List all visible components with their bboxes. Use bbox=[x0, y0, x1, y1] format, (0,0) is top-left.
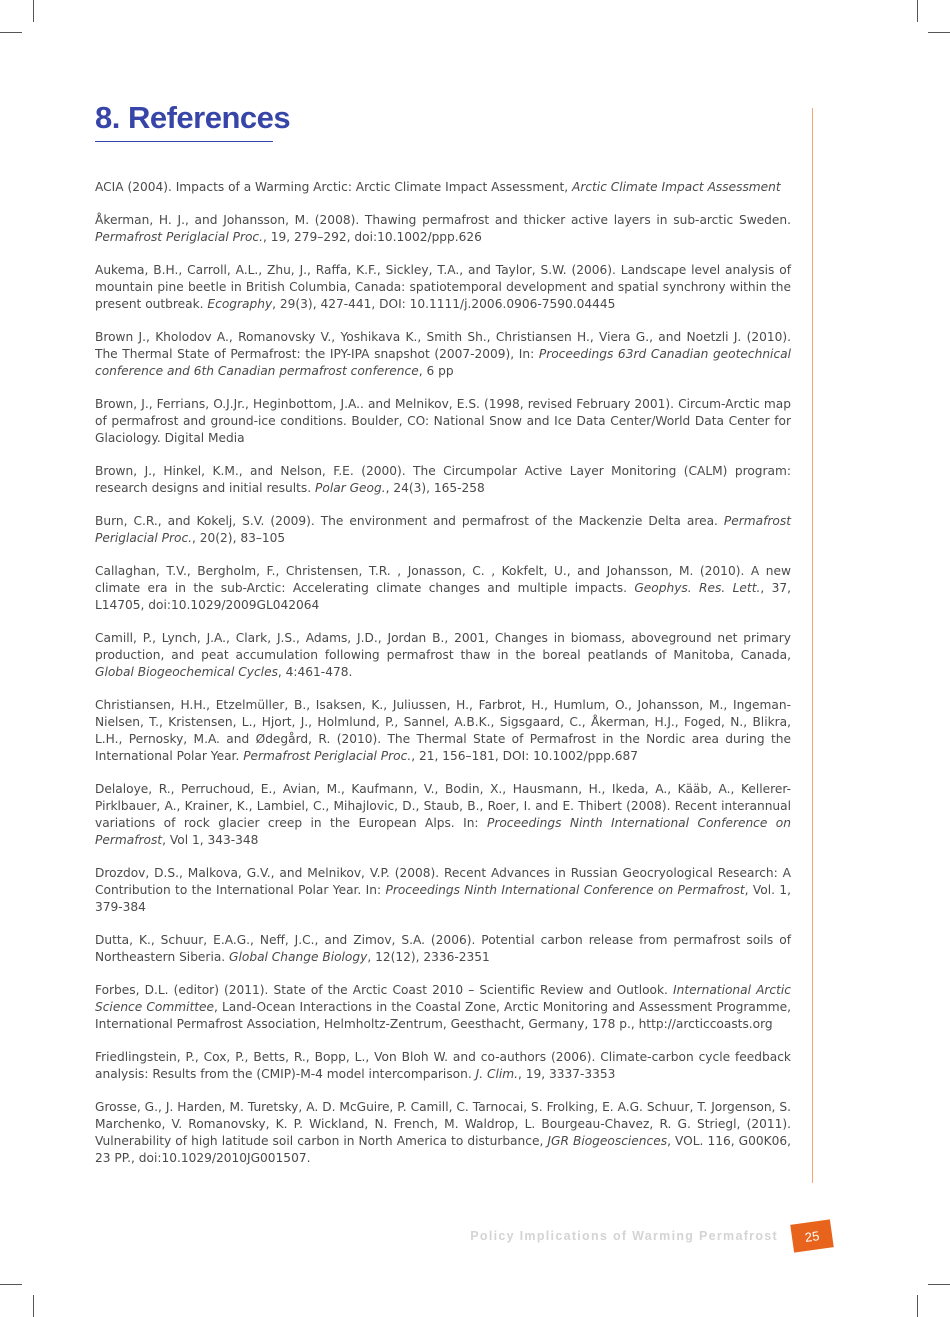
reference-item bbox=[95, 1099, 791, 1167]
reference-item bbox=[95, 630, 791, 681]
reference-text: Callaghan, T.V., Bergholm, F., Christensen, T.R. , Jonasson, C. , Kokfelt, U., and Johansson, M. (2010). A new climate era in the sub-Arctic: Accelerating climate changes and multiple impacts. bbox=[95, 564, 791, 595]
reference-details: , Land-Ocean Interactions in the Coastal Zone, Arctic Monitoring and Assessment Programme, International Permafrost Association, Helmholtz-Zentrum, Geesthacht, Germany, 178 p., http://arcticcoasts.org bbox=[95, 1000, 791, 1031]
reference-details: , 19, 3337-3353 bbox=[517, 1067, 616, 1081]
reference-item bbox=[95, 932, 791, 966]
reference-item bbox=[95, 1049, 791, 1083]
reference-source: Proceedings Ninth International Conference on Permafrost bbox=[95, 816, 791, 847]
crop-mark bbox=[33, 1295, 34, 1317]
reference-list bbox=[95, 179, 791, 1183]
reference-text: Brown, J., Hinkel, K.M., and Nelson, F.E. (2000). The Circumpolar Active Layer Monitoring (CALM) program: research designs and initial results. bbox=[95, 464, 791, 495]
reference-source: Ecography bbox=[207, 297, 273, 311]
reference-item bbox=[95, 781, 791, 849]
reference-text: Burn, C.R., and Kokelj, S.V. (2009). The environment and permafrost of the Mackenzie Delta area. bbox=[95, 514, 724, 528]
reference-text: ACIA (2004). Impacts of a Warming Arctic: Arctic Climate Impact Assessment, bbox=[95, 180, 572, 194]
reference-item bbox=[95, 697, 791, 765]
reference-text: Brown, J., Ferrians, O.J.Jr., Heginbottom, J.A.. and Melnikov, E.S. (1998, revised February 2001). Circum-Arctic map of permafrost and ground-ice conditions. Boulder, CO: National Snow and Ice Data Center/World Data Center for Glaciology. Digital Media bbox=[95, 397, 791, 445]
reference-item bbox=[95, 396, 791, 447]
crop-mark bbox=[928, 32, 950, 33]
reference-source: Global Change Biology bbox=[229, 950, 368, 964]
reference-details: , 37, L14705, doi:10.1029/2009GL042064 bbox=[95, 581, 792, 612]
reference-details: , Vol 1, 343-348 bbox=[162, 833, 259, 847]
title-underline bbox=[95, 141, 273, 142]
reference-item bbox=[95, 982, 791, 1033]
reference-source: Permafrost Periglacial Proc. bbox=[243, 749, 412, 763]
reference-details: , 20(2), 83–105 bbox=[192, 531, 286, 545]
reference-source: Polar Geog. bbox=[315, 481, 386, 495]
reference-text: Camill, P., Lynch, J.A., Clark, J.S., Adams, J.D., Jordan B., 2001, Changes in biomass, aboveground net primary production, and peat accumulation following permafrost thaw in the boreal peatlands of Manitoba, Canada, bbox=[95, 631, 791, 662]
reference-source: International Arctic Science Committee bbox=[95, 983, 791, 1014]
reference-source: JGR Biogeosciences bbox=[547, 1134, 668, 1148]
reference-source: Permafrost Periglacial Proc. bbox=[95, 230, 264, 244]
reference-source: Permafrost Periglacial Proc. bbox=[95, 514, 791, 545]
reference-text: Grosse, G., J. Harden, M. Turetsky, A. D. McGuire, P. Camill, C. Tarnocai, S. Frolking, E. A.G. Schuur, T. Jorgenson, S. Marchenko, V. Romanovsky, K. P. Wickland, N. French, M. Waldrop, L. Bourgeau-Chavez, R. G. Striegl, (2011). Vulnerability of high latitude soil carbon in North America to disturbance, bbox=[95, 1100, 791, 1148]
margin-rule bbox=[812, 108, 813, 1183]
reference-details: , 21, 156–181, DOI: 10.1002/ppp.687 bbox=[411, 749, 638, 763]
reference-source: Arctic Climate Impact Assessment bbox=[571, 180, 781, 194]
reference-text: Åkerman, H. J., and Johansson, M. (2008). Thawing permafrost and thicker active layers in sub-arctic Sweden. bbox=[95, 213, 791, 227]
reference-text: Delaloye, R., Perruchoud, E., Avian, M., Kaufmann, V., Bodin, X., Hausmann, H., Ikeda, A., Kääb, A., Kellerer-Pirklbauer, A., Krainer, K., Lambiel, C., Mihajlovic, D., Staub, B., Roer, I. and E. Thibert (2008). Recent interannual variations of rock glacier creep in the European Alps. In: bbox=[95, 782, 791, 830]
crop-mark bbox=[0, 1284, 22, 1285]
reference-item bbox=[95, 865, 791, 916]
reference-item bbox=[95, 513, 791, 547]
reference-item bbox=[95, 329, 791, 380]
crop-mark bbox=[33, 0, 34, 22]
footer-title: Policy Implications of Warming Permafrost bbox=[470, 1229, 778, 1243]
reference-text: Christiansen, H.H., Etzelmüller, B., Isaksen, K., Juliussen, H., Farbrot, H., Humlum, O., Johansson, M., Ingeman-Nielsen, T., Kristensen, L., Hjort, J., Holmlund, P., Sannel, A.B.K., Sigsgaard, C., Åkerman, H.J., Foged, N., Blikra, L.H., Pernosky, M.A. and Ødegård, R. (2010). The Thermal State of Permafrost in the Nordic area during the International Polar Year. bbox=[95, 698, 791, 763]
reference-text: Aukema, B.H., Carroll, A.L., Zhu, J., Raffa, K.F., Sickley, T.A., and Taylor, S.W. (2006). Landscape level analysis of mountain pine beetle in British Columbia, Canada: spatiotemporal development and spatial synchrony within the present outbreak. bbox=[95, 263, 791, 311]
reference-text: Brown J., Kholodov A., Romanovsky V., Yoshikava K., Smith Sh., Christiansen H., Viera G., and Noetzli J. (2010). The Thermal State of Permafrost: the IPY-IPA snapshot (2007-2009), In: bbox=[95, 330, 791, 361]
reference-details: , 4:461-478. bbox=[277, 665, 353, 679]
reference-details: , 24(3), 165-258 bbox=[385, 481, 485, 495]
reference-details: , 6 pp bbox=[418, 364, 454, 378]
reference-text: Forbes, D.L. (editor) (2011). State of the Arctic Coast 2010 – Scientific Review and Outlook. bbox=[95, 983, 673, 997]
page-number: 25 bbox=[803, 1227, 821, 1245]
reference-text: Drozdov, D.S., Malkova, G.V., and Melnikov, V.P. (2008). Recent Advances in Russian Geocryological Research: A Contribution to the International Polar Year. In: bbox=[95, 866, 791, 897]
reference-details: , VOL. 116, G00K06, 23 PP., doi:10.1029/2010JG001507. bbox=[95, 1134, 792, 1165]
page-title: 8. References bbox=[95, 100, 291, 135]
crop-mark bbox=[928, 1284, 950, 1285]
reference-details: , 29(3), 427-441, DOI: 10.1111/j.2006.0906-7590.04445 bbox=[272, 297, 616, 311]
crop-mark bbox=[917, 1295, 918, 1317]
reference-source: Proceedings Ninth International Conference on Permafrost bbox=[385, 883, 745, 897]
reference-text: Friedlingstein, P., Cox, P., Betts, R., Bopp, L., Von Bloh W. and co-authors (2006). Climate-carbon cycle feedback analysis: Results from the (CMIP)-M-4 model intercomparison. bbox=[95, 1050, 791, 1081]
crop-mark bbox=[0, 32, 22, 33]
reference-source: Global Biogeochemical Cycles bbox=[95, 665, 278, 679]
reference-item bbox=[95, 463, 791, 497]
crop-mark bbox=[917, 0, 918, 22]
reference-text: Dutta, K., Schuur, E.A.G., Neff, J.C., and Zimov, S.A. (2006). Potential carbon release from permafrost soils of Northeastern Siberia. bbox=[95, 933, 791, 964]
reference-source: Proceedings 63rd Canadian geotechnical conference and 6th Canadian permafrost conference bbox=[95, 347, 791, 378]
reference-details: , 19, 279–292, doi:10.1002/ppp.626 bbox=[263, 230, 482, 244]
reference-item bbox=[95, 179, 791, 196]
reference-source: J. Clim. bbox=[475, 1067, 518, 1081]
reference-details: , Vol. 1, 379-384 bbox=[95, 883, 791, 914]
reference-item bbox=[95, 212, 791, 246]
reference-source: Geophys. Res. Lett. bbox=[634, 581, 761, 595]
reference-details: , 12(12), 2336-2351 bbox=[367, 950, 490, 964]
page-number-badge bbox=[790, 1219, 834, 1252]
reference-item bbox=[95, 563, 791, 614]
reference-item bbox=[95, 262, 791, 313]
